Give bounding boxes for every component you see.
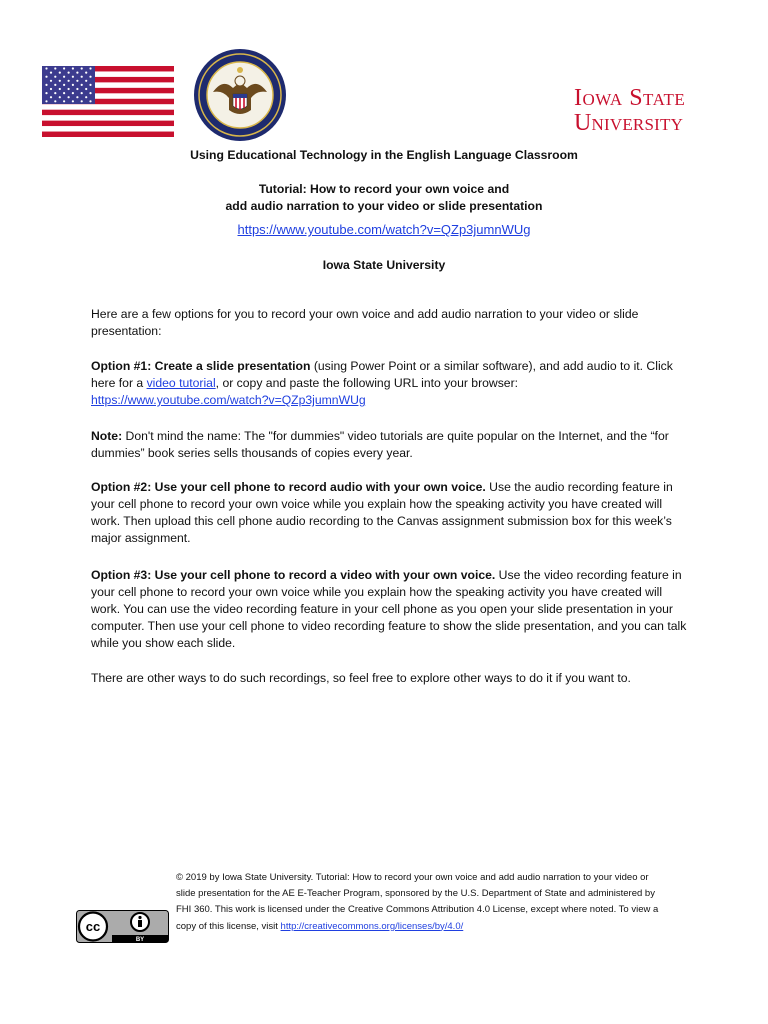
- flag-star: [59, 72, 61, 74]
- flag-star: [45, 76, 47, 78]
- flag-star: [54, 92, 56, 94]
- flag-star: [89, 100, 91, 102]
- flag-star: [89, 76, 91, 78]
- flag-star: [89, 92, 91, 94]
- flag-star: [63, 76, 65, 78]
- course-title: Using Educational Technology in the English Language Classroom: [190, 148, 578, 162]
- flag-star: [50, 80, 52, 82]
- flag-star: [54, 100, 56, 102]
- intro-paragraph: Here are a few options for you to record your own voice and add audio narration to your video or slide presentation:: [91, 307, 639, 338]
- flag-star: [76, 88, 78, 90]
- copyright-footer: [176, 870, 666, 935]
- logo-line-2: University: [574, 110, 684, 136]
- flag-stripe: [42, 110, 174, 116]
- logo-line-1: Iowa State: [574, 85, 686, 111]
- option-3-heading: Option #3: Use your cell phone to record a video with your own voice.: [91, 568, 496, 582]
- flag-star: [81, 92, 83, 94]
- flag-star: [72, 84, 74, 86]
- flag-star: [63, 84, 65, 86]
- option-2-paragraph: [91, 479, 691, 547]
- option-1-url-link[interactable]: https://www.youtube.com/watch?v=QZp3jumnWUg: [91, 393, 366, 407]
- flag-stripe: [42, 104, 174, 110]
- flag-star: [81, 67, 83, 69]
- option-3-text: Use the video recording feature in your cell phone to record your own voice while you explain how the speaking activity you have created will work. You can use the video recording feature in your cell phone as you open your slide presentation in your computer. Then use your cell phone to video recording feature to show the slide presentation, and you can talk while you show each slide.: [91, 568, 687, 650]
- flag-star: [68, 72, 70, 74]
- flag-star: [81, 100, 83, 102]
- flag-star: [72, 67, 74, 69]
- license-url-link[interactable]: http://creativecommons.org/licenses/by/4.0/: [280, 920, 464, 932]
- by-label: BY: [135, 937, 145, 943]
- flag-star: [45, 84, 47, 86]
- flag-star: [54, 67, 56, 69]
- flag-star: [85, 80, 87, 82]
- note-heading: Note:: [91, 429, 123, 443]
- option-1-text: (using Power Point or a similar software), and add audio to it. Click here for a: [91, 359, 673, 390]
- flag-star: [54, 84, 56, 86]
- tutorial-title-line-1: Tutorial: How to record your own voice and: [258, 182, 510, 196]
- flag-star: [45, 67, 47, 69]
- department-of-state-seal-icon: [193, 48, 287, 142]
- flag-star: [68, 96, 70, 98]
- video-tutorial-link[interactable]: video tutorial: [146, 376, 216, 390]
- video-link-container: [0, 222, 768, 237]
- flag-star: [76, 96, 78, 98]
- flag-star: [54, 76, 56, 78]
- flag-star: [63, 92, 65, 94]
- flag-star: [76, 80, 78, 82]
- flag-star: [59, 80, 61, 82]
- option-2-text: Use the audio recording feature in your cell phone to record your own voice while you explain how the speaking activity you have created will work. Then upload this cell phone audio recording to the Canvas assignment submission box for this week’s major assignment.: [91, 480, 673, 545]
- flag-star: [45, 92, 47, 94]
- us-flag-icon: [42, 66, 174, 137]
- flag-star: [59, 96, 61, 98]
- flag-star: [50, 96, 52, 98]
- note-paragraph: [91, 428, 691, 462]
- option-3-paragraph: [91, 567, 691, 652]
- note-text: Don't mind the name: The "for dummies" video tutorials are quite popular on the Internet, and the “for dummies” book series sells thousands of copies every year.: [91, 429, 669, 460]
- flag-star: [85, 96, 87, 98]
- flag-star: [50, 72, 52, 74]
- flag-star: [68, 88, 70, 90]
- option-1-heading: Option #1: Create a slide presentation: [91, 359, 311, 373]
- flag-star: [81, 76, 83, 78]
- flag-star: [59, 88, 61, 90]
- flag-star: [72, 100, 74, 102]
- flag-star: [50, 88, 52, 90]
- institution-name: Iowa State University: [322, 258, 446, 272]
- flag-stripe: [42, 115, 174, 121]
- flag-star: [63, 67, 65, 69]
- flag-star: [68, 80, 70, 82]
- flag-star: [89, 84, 91, 86]
- flag-star: [85, 72, 87, 74]
- flag-star: [72, 76, 74, 78]
- option-1-paragraph: [91, 358, 691, 409]
- flag-stripe: [42, 132, 174, 137]
- tutorial-title-line-2: add audio narration to your video or slide presentation: [225, 199, 543, 213]
- footer-text: © 2019 by Iowa State University. Tutorial: How to record your own voice and add audio narration to your video or slide presentation for the AE E-Teacher Program, sponsored by the U.S. Department of State and administered by FHI 360. This work is licensed under the Creative Commons Attribution 4.0 License, except where noted. To view a copy of this license, visit: [176, 872, 659, 932]
- option-2-heading: Option #2: Use your cell phone to record audio with your own voice.: [91, 480, 486, 494]
- svg-text:cc: cc: [85, 919, 101, 934]
- flag-star: [45, 100, 47, 102]
- flag-star: [63, 100, 65, 102]
- flag-star: [85, 88, 87, 90]
- closing-paragraph: There are other ways to do such recordings, so feel free to explore other ways to do it if you want to.: [91, 671, 631, 685]
- option-1-text-2: , or copy and paste the following URL into your browser:: [215, 376, 519, 390]
- flag-star: [76, 72, 78, 74]
- flag-star: [81, 84, 83, 86]
- flag-star: [89, 67, 91, 69]
- cc-by-license-icon: [76, 910, 169, 943]
- flag-stripe: [42, 126, 174, 132]
- video-url-link[interactable]: https://www.youtube.com/watch?v=QZp3jumnWUg: [237, 222, 531, 237]
- iowa-state-university-logo: [574, 86, 714, 135]
- flag-stripe: [42, 121, 174, 127]
- flag-star: [72, 92, 74, 94]
